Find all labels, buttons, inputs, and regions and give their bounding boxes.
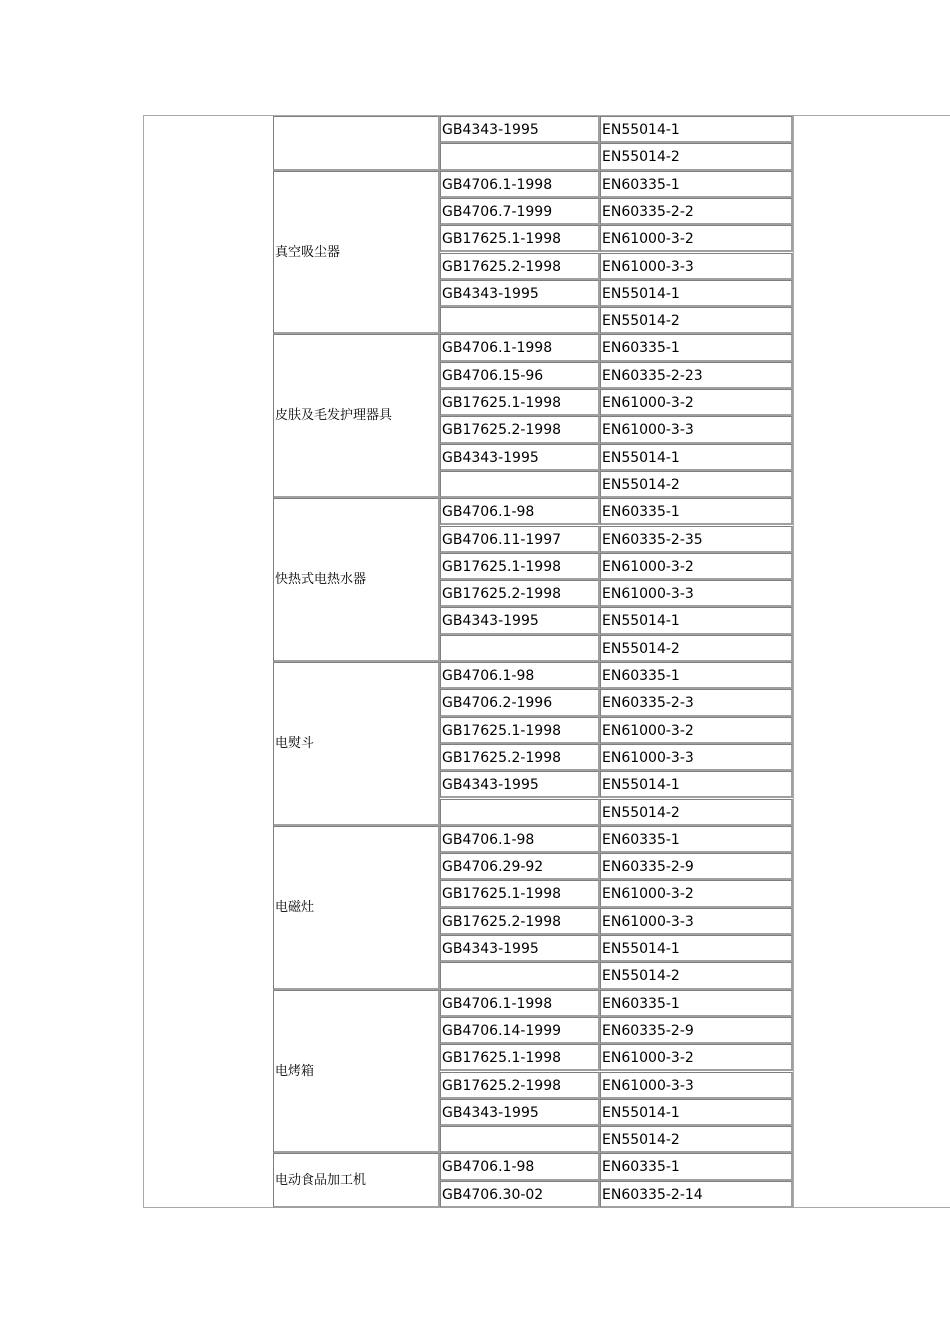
product-category-label: 电熨斗 bbox=[275, 735, 315, 751]
en-standard-code: EN55014-1 bbox=[602, 1104, 680, 1121]
gb-standard-code: GB4706.2-1996 bbox=[442, 695, 553, 712]
en-standard-code: EN61000-3-3 bbox=[602, 749, 694, 766]
en-standard-code: EN61000-3-2 bbox=[602, 1050, 694, 1067]
gb-standard-code: GB17625.2-1998 bbox=[442, 749, 562, 766]
en-standard-code: EN60335-1 bbox=[602, 504, 680, 521]
gb-standard-code: GB17625.1-1998 bbox=[442, 231, 562, 248]
en-standard-code: EN55014-1 bbox=[602, 941, 680, 957]
product-category-label: 电磁灶 bbox=[275, 899, 315, 915]
product-category-cell bbox=[273, 116, 440, 171]
gb-standard-code: GB4343-1995 bbox=[442, 285, 539, 302]
gb-standard-code: GB4343-1995 bbox=[442, 777, 539, 794]
gb-standard-code: GB17625.2-1998 bbox=[442, 913, 562, 930]
en-standard-code: EN55014-2 bbox=[602, 149, 680, 166]
en-standard-code: EN60335-2-23 bbox=[602, 367, 703, 384]
gb-standard-code: GB17625.1-1998 bbox=[442, 1050, 562, 1067]
gb-standard-code: GB4343-1995 bbox=[442, 613, 539, 630]
product-category-label: 电烤箱 bbox=[275, 1063, 315, 1079]
en-standard-code: EN55014-2 bbox=[602, 640, 680, 657]
en-standard-code: EN60335-1 bbox=[602, 340, 680, 357]
product-category-label: 电动食品加工机 bbox=[275, 1172, 367, 1188]
gb-standard-code: GB4706.1-1998 bbox=[442, 176, 553, 193]
en-standard-code: EN55014-1 bbox=[602, 122, 680, 138]
en-standard-code: EN60335-2-9 bbox=[602, 859, 694, 876]
gb-standard-code: GB4706.14-1999 bbox=[442, 1022, 562, 1039]
gb-standard-code: GB17625.2-1998 bbox=[442, 422, 562, 439]
gb-standard-cell bbox=[440, 307, 600, 334]
en-standard-code: EN61000-3-3 bbox=[602, 586, 694, 603]
gb-standard-code: GB17625.2-1998 bbox=[442, 258, 562, 275]
en-standard-code: EN55014-2 bbox=[602, 804, 680, 821]
en-standard-code: EN60335-2-14 bbox=[602, 1186, 703, 1203]
gb-standard-cell bbox=[440, 143, 600, 170]
en-standard-code: EN60335-1 bbox=[602, 668, 680, 684]
en-standard-code: EN61000-3-2 bbox=[602, 722, 694, 739]
gb-standard-code: GB4706.1-98 bbox=[442, 504, 535, 521]
en-standard-code: EN61000-3-3 bbox=[602, 913, 694, 930]
product-category-label: 皮肤及毛发护理器具 bbox=[275, 408, 393, 424]
en-standard-code: EN55014-2 bbox=[602, 968, 680, 985]
en-standard-code: EN55014-2 bbox=[602, 1132, 680, 1149]
en-standard-code: EN55014-1 bbox=[602, 449, 680, 466]
gb-standard-code: GB4706.1-98 bbox=[442, 1159, 535, 1176]
en-standard-code: EN60335-1 bbox=[602, 1159, 680, 1176]
en-standard-code: EN61000-3-2 bbox=[602, 886, 694, 903]
gb-standard-code: GB4343-1995 bbox=[442, 449, 539, 466]
gb-standard-cell bbox=[440, 635, 600, 662]
gb-standard-code: GB4343-1995 bbox=[442, 122, 539, 138]
en-standard-code: EN61000-3-2 bbox=[602, 395, 694, 411]
en-standard-code: EN60335-2-3 bbox=[602, 695, 694, 712]
gb-standard-code: GB4706.30-02 bbox=[442, 1186, 544, 1203]
en-standard-code: EN61000-3-2 bbox=[602, 231, 694, 248]
gb-standard-cell bbox=[440, 471, 600, 498]
en-standard-code: EN55014-2 bbox=[602, 313, 680, 330]
table-left-border bbox=[143, 115, 144, 1208]
en-standard-code: EN60335-1 bbox=[602, 995, 680, 1012]
en-standard-code: EN55014-1 bbox=[602, 285, 680, 302]
gb-standard-code: GB4706.1-1998 bbox=[442, 340, 553, 357]
gb-standard-code: GB4343-1995 bbox=[442, 941, 539, 957]
gb-standard-code: GB4706.11-1997 bbox=[442, 531, 562, 548]
en-standard-code: EN60335-1 bbox=[602, 831, 680, 848]
en-standard-code: EN55014-1 bbox=[602, 777, 680, 794]
gb-standard-cell bbox=[440, 799, 600, 826]
gb-standard-code: GB17625.1-1998 bbox=[442, 886, 562, 903]
en-standard-code: EN61000-3-3 bbox=[602, 1077, 694, 1094]
gb-standard-code: GB4706.15-96 bbox=[442, 367, 544, 384]
gb-standard-code: GB4706.1-98 bbox=[442, 831, 535, 848]
gb-standard-code: GB17625.1-1998 bbox=[442, 395, 562, 411]
gb-standard-code: GB4706.7-1999 bbox=[442, 203, 553, 220]
gb-standard-code: GB4706.29-92 bbox=[442, 859, 544, 876]
gb-standard-code: GB17625.2-1998 bbox=[442, 586, 562, 603]
en-standard-code: EN60335-2-2 bbox=[602, 203, 694, 220]
en-standard-code: EN61000-3-2 bbox=[602, 558, 694, 575]
en-standard-code: EN55014-1 bbox=[602, 613, 680, 630]
en-standard-code: EN61000-3-3 bbox=[602, 258, 694, 275]
product-category-label: 真空吸尘器 bbox=[275, 244, 341, 260]
en-standard-code: EN60335-2-35 bbox=[602, 531, 703, 548]
en-standard-code: EN60335-1 bbox=[602, 176, 680, 193]
en-standard-code: EN55014-2 bbox=[602, 476, 680, 493]
en-standard-code: EN61000-3-3 bbox=[602, 422, 694, 439]
gb-standard-code: GB17625.1-1998 bbox=[442, 558, 562, 575]
column-divider bbox=[793, 115, 794, 1208]
product-category-label: 快热式电热水器 bbox=[275, 572, 367, 588]
gb-standard-code: GB17625.1-1998 bbox=[442, 722, 562, 739]
gb-standard-cell bbox=[440, 962, 600, 989]
gb-standard-code: GB17625.2-1998 bbox=[442, 1077, 562, 1094]
gb-standard-code: GB4706.1-98 bbox=[442, 668, 535, 684]
gb-standard-code: GB4343-1995 bbox=[442, 1104, 539, 1121]
gb-standard-cell bbox=[440, 1126, 600, 1153]
gb-standard-code: GB4706.1-1998 bbox=[442, 995, 553, 1012]
en-standard-code: EN60335-2-9 bbox=[602, 1022, 694, 1039]
